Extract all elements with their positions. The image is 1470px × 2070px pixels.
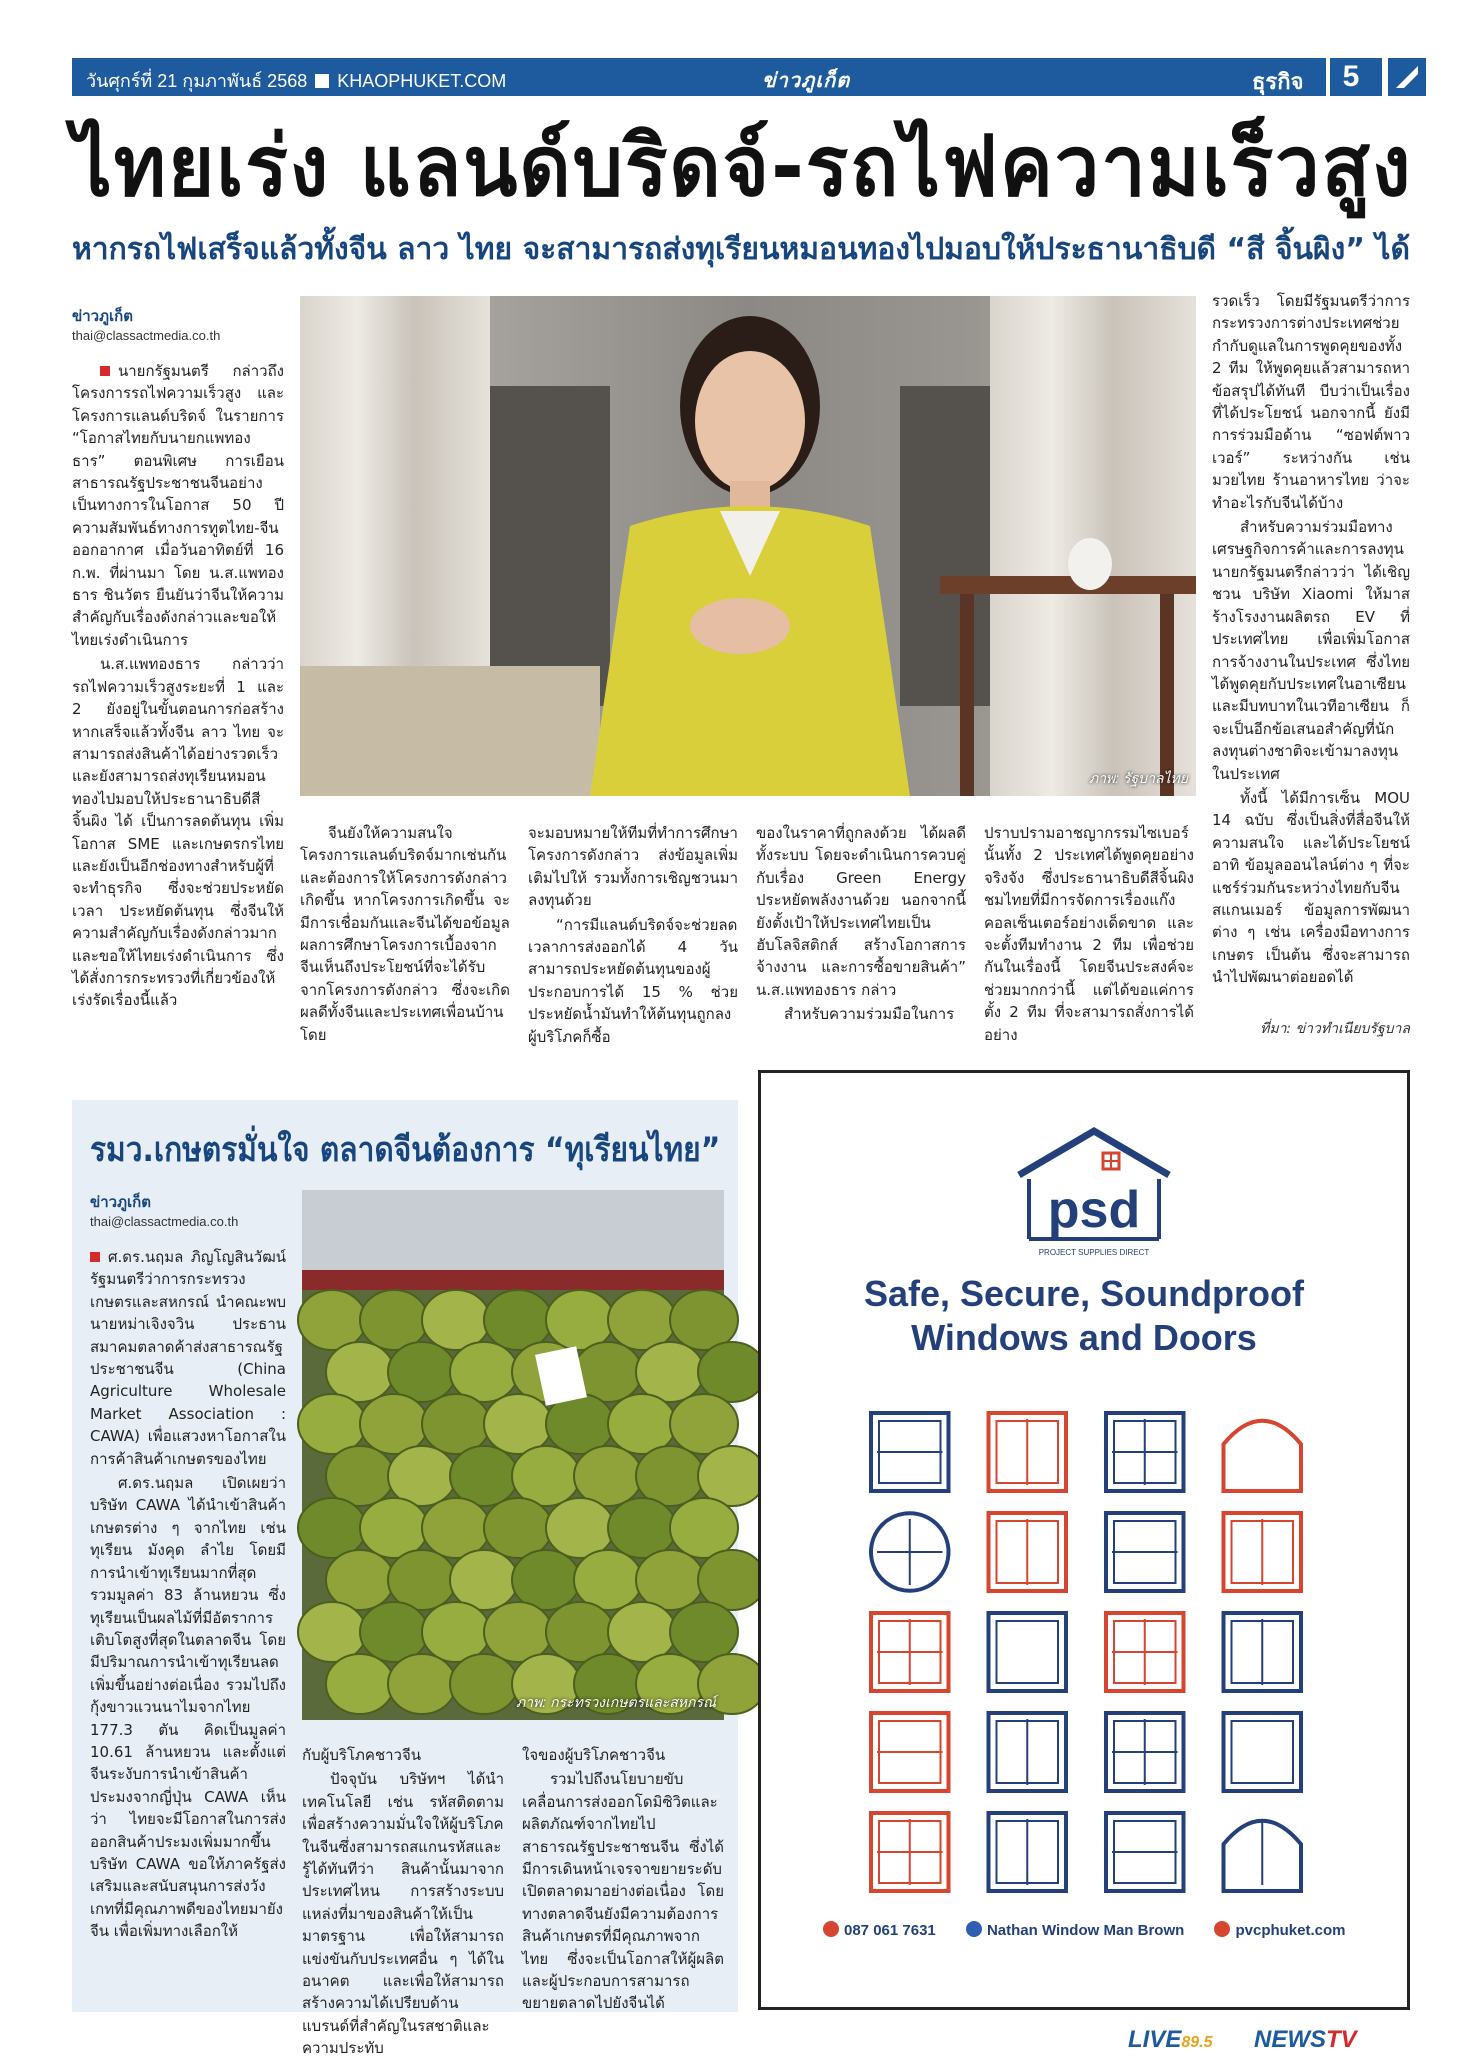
- window-door-icon: [871, 1813, 949, 1891]
- durian-story-byline: [90, 1190, 238, 1229]
- paragraph: จีนยังให้ความสนใจโครงการแลนด์บริดจ์มากเช่นกัน และต้องการให้โครงการดังกล่าวเกิดขึ้น หากโครงการเกิดขึ้น จะมีการเชื่อมกันและจีนได้ขอข้อมูลผลการศึกษาโครงการเบื้องจากจีนเห็นถึงประโยชน์ที่จะได้รับจากโครงการดังกล่าว ซึ่งจะเกิดผลดีทั้งจีนและประเทศเพื่อนบ้าน โดย: [300, 824, 510, 1044]
- durian-fruit: [360, 1602, 428, 1662]
- main-headline: ไทยเร่ง แลนด์บริดจ์-รถไฟความเร็วสูง: [72, 117, 1413, 215]
- durian-fruit: [450, 1654, 518, 1714]
- live-text: LIVE: [1128, 2026, 1182, 2053]
- news-tv-logo: [1254, 2026, 1357, 2054]
- issue-date: [86, 66, 506, 95]
- durian-fruit: [546, 1602, 614, 1662]
- durian-fruit: [698, 1446, 766, 1506]
- separator-square-icon: [315, 74, 329, 88]
- main-column-5: [984, 822, 1194, 1062]
- phone-icon: [823, 1921, 839, 1937]
- durian-fruit: [450, 1550, 518, 1610]
- window-door-icon: [871, 1713, 949, 1791]
- phone-contact[interactable]: [823, 1922, 936, 1939]
- durian-fruit: [298, 1498, 366, 1558]
- window-door-icon: [1224, 1613, 1302, 1691]
- photo-credit: ภาพ: กระทรวงเกษตรและสหกรณ์: [515, 1694, 716, 1710]
- window-door-icon: [1106, 1713, 1184, 1791]
- durian-fruit: [670, 1498, 738, 1558]
- byline-email: thai@classactmedia.co.th: [90, 1214, 239, 1229]
- globe-icon: [1214, 1921, 1230, 1937]
- durian-column-3: [522, 1744, 724, 2013]
- durian-column-2: [302, 1744, 504, 2058]
- date-text: วันศุกร์ที่ 21 กุมภาพันธ์ 2568: [86, 71, 308, 91]
- main-column-4: [756, 822, 966, 1062]
- durian-fruit: [484, 1394, 552, 1454]
- facebook-contact[interactable]: [966, 1922, 1184, 1939]
- durian-fruit: [574, 1446, 642, 1506]
- durian-story-box: [72, 1100, 738, 2058]
- ad-contact-bar: [823, 1921, 1383, 1939]
- durian-fruit: [326, 1342, 394, 1402]
- main-column-2: [300, 822, 510, 1062]
- durian-fruit: [484, 1602, 552, 1662]
- paragraph: ศ.ดร.นฤมล เปิดเผยว่า บริษัท CAWA ได้นำเข้าสินค้าเกษตรต่าง ๆ จากไทย เช่น ทุเรียน มังคุด ลำไย โดยมีการนำเข้าทุเรียนมากที่สุด รวมมูลค่า 83 ล้านหยวน ซึ่งทุเรียนเป็นผลไม้ที่มีอัตราการเติบโตสูงที่สุดในตลาดจีน โดยมีปริมาณการนำเข้าทุเรียนลดเพิ่มขึ้นอย่างต่อเนื่อง รวมไปถึงกุ้งขาวแวนนาไมจากไทย 177.3 ตัน คิดเป็นมูลค่า 10.61 ล้านหยวน และตั้งแต่จีนระงับการนำเข้าสินค้าประมงจากญี่ปุ่น CAWA เห็นว่า ไทยจะมีโอกาสในการส่งออกสินค้าประมงเพิ่มมากขึ้น บริษัท CAWA ขอให้ภาครัฐส่งเสริมและสนับสนุนการส่งวังเกทที่มีคุณภาพดีของไทยมายังจีน เพื่อเพิ่มทางเลือกให้: [90, 1474, 286, 1941]
- durian-fruit: [670, 1394, 738, 1454]
- byline-name: ข่าวภูเก็ต: [72, 308, 133, 325]
- paragraph: กับผู้บริโภคชาวจีน: [302, 1746, 422, 1764]
- durian-fruit: [360, 1498, 428, 1558]
- durian-fruit: [422, 1498, 490, 1558]
- durian-fruit: [388, 1342, 456, 1402]
- portrait-image: [300, 296, 1196, 796]
- paragraph: ทั้งนี้ ได้มีการเซ็น MOU 14 ฉบับ ซึ่งเป็นสิ่งที่สื่อจีนให้ความสนใจ และได้ประโยชน์ อาทิ ข้อมูลออนไลน์ต่าง ๆ ที่จะแชร์ร่วมกันระหว่างไทยกับจีน สแกนเมอร์ ข้อมูลการพัฒนาต่าง ๆ เช่น เครื่องมือทางการเกษตร เป็นต้น ซึ่งจะสามารถนำไปพัฒนาต่อยอดได้: [1212, 788, 1410, 987]
- page-number: 5: [1326, 58, 1372, 96]
- durian-fruit: [512, 1446, 580, 1506]
- live-frequency: 89.5: [1181, 2034, 1213, 2051]
- durian-fruit: [326, 1550, 394, 1610]
- durian-photo: [302, 1190, 724, 1720]
- footer-logos: [1128, 2024, 1418, 2060]
- brand-subtext: PROJECT SUPPLIES DIRECT: [1038, 1248, 1150, 1257]
- window-door-icon: [989, 1813, 1067, 1891]
- paragraph: สำหรับความร่วมมือในการ: [784, 1005, 955, 1024]
- durian-fruit: [546, 1498, 614, 1558]
- ad-tagline-1: Safe, Secure, Soundproof: [863, 1273, 1305, 1314]
- site-url: KHAOPHUKET.COM: [337, 71, 507, 91]
- main-byline: [72, 304, 220, 343]
- durian-fruit: [484, 1290, 552, 1350]
- main-subheadline: หากรถไฟเสร็จแล้วทั้งจีน ลาว ไทย จะสามารถส่งทุเรียนหมอนทองไปมอบให้ประธานาธิบดี “สี จิ้นผิง” ได้: [72, 232, 1410, 267]
- window-door-icon: [1224, 1713, 1302, 1791]
- paragraph: ศ.ดร.นฤมล ภิญโญสินวัฒน์ รัฐมนตรีว่าการกระทรวงเกษตรและสหกรณ์ นำคณะพบนายหม่าเจิงจวิน ประธานสมาคมตลาดค้าส่งสาธารณรัฐประชาชนจีน (China Agriculture Wholesale Market Association : CAWA) เพื่อแสวงหาโอกาสในการค้าสินค้าเกษตรของไทย: [90, 1246, 286, 1470]
- durian-fruit: [608, 1498, 676, 1558]
- window-door-icon: [1106, 1613, 1184, 1691]
- durian-fruit: [574, 1550, 642, 1610]
- window-door-icon: [989, 1513, 1067, 1591]
- durian-fruit: [422, 1290, 490, 1350]
- durian-fruit: [636, 1446, 704, 1506]
- durian-fruit: [608, 1602, 676, 1662]
- website-text: pvcphuket.com: [1235, 1922, 1346, 1939]
- article-source: ที่มา: ข่าวทำเนียบรัฐบาล: [1260, 1021, 1410, 1037]
- paragraph: นายกรัฐมนตรี กล่าวถึงโครงการรถไฟความเร็วสูง และโครงการแลนด์บริดจ์ ในรายการ “โอกาสไทยกับนายกแพทองธาร” ตอนพิเศษ การเยือนสาธารณรัฐประชาชนจีนอย่างเป็นทางการในโอกาส 50 ปีความสัมพันธ์ทางการทูตไทย-จีน ออกอากาศ เมื่อวันอาทิตย์ที่ 16 ก.พ. ที่ผ่านมา โดย น.ส.แพทองธาร ชินวัตร ยืนยันว่าจีนให้ความสำคัญกับเรื่องดังกล่าวและขอให้ไทยเร่งดำเนินการ: [72, 360, 284, 651]
- paragraph: ใจของผู้บริโภคชาวจีน: [522, 1746, 666, 1764]
- corner-arrow-icon: [1388, 58, 1426, 96]
- durian-image: [302, 1190, 724, 1720]
- paragraph: ปัจจุบัน บริษัทฯ ได้นำเทคโนโลยี เช่น รหัสติดตาม เพื่อสร้างความมั่นใจให้ผู้บริโภคในจีนซึ่งสามารถสแกนรหัสและรู้ได้ทันทีว่า สินค้านั้นมาจากประเทศไหน การสร้างระบบแหล่งที่มาของสินค้าให้เป็นมาตรฐาน เพื่อให้สามารถแข่งขันกับประเทศอื่น ๆ ได้ในอนาคต และเพื่อให้สามารถสร้างความได้เปรียบด้านแบรนด์ที่สำคัญในรสชาติและความประทับ: [302, 1770, 504, 2058]
- window-door-icon: [1106, 1513, 1184, 1591]
- durian-fruit: [388, 1446, 456, 1506]
- durian-fruit: [608, 1394, 676, 1454]
- window-door-icon: [1106, 1413, 1184, 1491]
- durian-fruit: [388, 1550, 456, 1610]
- durian-fruit: [698, 1550, 766, 1610]
- brand-text: psd: [1047, 1181, 1141, 1239]
- durian-fruit: [326, 1446, 394, 1506]
- durian-fruit: [670, 1602, 738, 1662]
- durian-fruit: [298, 1602, 366, 1662]
- paragraph: รวมไปถึงนโยบายขับเคลื่อนการส่งออกโดมิซิวิตและผลิตภัณฑ์จากไทยไปสาธารณรัฐประชาชนจีน ซึ่งได้มีการเดินหน้าเจรจาขยายระดับเปิดตลาดมาอย่างต่อเนื่อง โดยทางตลาดจีนยังมีความต้องการสินค้าเกษตรที่มีคุณภาพจากไทย ซึ่งจะเป็นโอกาสให้ผู้ผลิตและผู้ประกอบการสามารถขยายตลาดไปยังจีนได้: [522, 1770, 724, 2013]
- durian-fruit: [546, 1290, 614, 1350]
- main-column-3: [528, 822, 738, 1062]
- website-contact[interactable]: [1214, 1922, 1345, 1939]
- paragraph: ปราบปรามอาชญากรรมไซเบอร์นั้นทั้ง 2 ประเทศได้พูดคุยอย่างจริงจัง ซึ่งประธานาธิบดีสีจิ้นผิงชมไทยที่มีการจัดการเรื่องแก๊งคอลเซ็นเตอร์อย่างเด็ดขาด และจะตั้งทีมทำงาน 2 ทีม เพื่อช่วยกันในเรื่องนี้ โดยจีนประสงค์จะช่วยมากกว่านี้ แต่ได้ขอแค่การตั้ง 2 ทีม ที่จะสามารถสั่งการได้อย่าง: [984, 824, 1194, 1044]
- psd-logo: [1009, 1123, 1179, 1263]
- facebook-icon: [966, 1921, 982, 1937]
- news-text: NEWS: [1254, 2026, 1326, 2053]
- prime-minister-photo: [300, 296, 1196, 796]
- window-door-icon: [871, 1413, 949, 1491]
- byline-email: thai@classactmedia.co.th: [72, 328, 221, 343]
- durian-fruit: [298, 1290, 366, 1350]
- durian-fruit: [608, 1290, 676, 1350]
- durian-fruit: [636, 1342, 704, 1402]
- masthead-logo: [762, 64, 850, 96]
- durian-fruit: [360, 1394, 428, 1454]
- durian-fruit: [388, 1654, 456, 1714]
- durian-column-1: [90, 1246, 286, 1996]
- paragraph: สำหรับความร่วมมือทางเศรษฐกิจการค้าและการลงทุน นายกรัฐมนตรีกล่าวว่า ได้เชิญชวน บริษัท Xiaomi ให้มาสร้างโรงงานผลิตรถ EV ที่ประเทศไทย เพื่อเพิ่มโอกาสการจ้างงานในประเทศ ซึ่งไทยได้พูดคุยกับประเทศในอาเซียน และมีบทบาทในเวทีอาเซียน ก็จะเป็นอีกข้อเสนอสำคัญที่นักลงทุนต่างชาติจะเข้ามาลงทุนในประเทศ: [1212, 518, 1410, 783]
- durian-fruit: [298, 1394, 366, 1454]
- window-door-icon: [1106, 1813, 1184, 1891]
- durian-fruit: [512, 1550, 580, 1610]
- durian-fruit: [698, 1342, 766, 1402]
- durian-story-title: รมว.เกษตรมั่นใจ ตลาดจีนต้องการ “ทุเรียนไทย”: [90, 1130, 721, 1170]
- logo-text: ข่าวภูเก็ต: [762, 70, 851, 92]
- tv-text: TV: [1326, 2026, 1357, 2053]
- ad-tagline-2: Windows and Doors: [911, 1317, 1257, 1358]
- window-door-icon: [989, 1713, 1067, 1791]
- section-label: ธุรกิจ: [1252, 69, 1304, 94]
- durian-fruit: [450, 1342, 518, 1402]
- durian-fruit: [670, 1290, 738, 1350]
- byline-name: ข่าวภูเก็ต: [90, 1194, 151, 1211]
- durian-fruit: [450, 1446, 518, 1506]
- photo-credit: ภาพ: รัฐบาลไทย: [1088, 770, 1188, 786]
- durian-fruit: [422, 1394, 490, 1454]
- durian-fruit: [484, 1498, 552, 1558]
- paragraph: รวดเร็ว โดยมีรัฐมนตรีว่าการกระทรวงการต่างประเทศช่วยกำกับดูแลในการพูดคุยของทั้ง 2 ทีม ให้พูดคุยแล้วสามารถหาข้อสรุปได้ทันที บีบว่าเป็นเรื่องที่ได้ประโยชน์ นอกจากนี้ ยังมีการร่วมมือด้าน “ซอฟต์พาวเวอร์” ระหว่างกัน เช่น มวยไทย ร้านอาหารไทย ว่าจะทำอะไรกับจีนได้บ้าง: [1212, 292, 1410, 512]
- durian-fruit: [360, 1290, 428, 1350]
- paragraph: “การมีแลนด์บริดจ์จะช่วยลดเวลาการส่งออกได้ 4 วัน สามารถประหยัดต้นทุนของผู้ประกอบการได้ 15 % ช่วยประหยัดน้ำมันทำให้ต้นทุนถูกลง ผู้บริโภคก็ซื้อ: [528, 915, 738, 1046]
- window-door-icon: [871, 1613, 949, 1691]
- paragraph: จะมอบหมายให้ทีมที่ทำการศึกษาโครงการดังกล่าว ส่งข้อมูลเพิ่มเติมไปให้ รวมทั้งการเชิญชวนมาลงทุนด้วย: [528, 824, 738, 910]
- window-door-icon: [989, 1613, 1067, 1691]
- window-door-icon: [871, 1513, 949, 1591]
- window-door-icon: [989, 1413, 1067, 1491]
- window-door-icon: [1224, 1513, 1302, 1591]
- psd-advertisement: [758, 1070, 1410, 2010]
- paragraph: ของในราคาที่ถูกลงด้วย ได้ผลดีทั้งระบบ โดยจะดำเนินการควบคู่กับเรื่อง Green Energy ประหยัดพลังงานด้วย นอกจากนี้ ยังตั้งเป้าให้ประเทศไทยเป็นฮับโลจิสติกส์ สร้างโอกาสการจ้างงาน และการซื้อขายสินค้า” น.ส.แพทองธาร กล่าว: [756, 824, 966, 999]
- window-door-icon: [1224, 1421, 1302, 1491]
- live-radio-logo: [1128, 2026, 1212, 2054]
- facebook-text: Nathan Window Man Brown: [986, 1922, 1185, 1939]
- window-door-icons-grid: [851, 1403, 1321, 1903]
- durian-fruit: [636, 1550, 704, 1610]
- main-column-6: [1212, 290, 1410, 1012]
- paragraph: น.ส.แพทองธาร กล่าวว่า รถไฟความเร็วสูงระยะที่ 1 และ 2 ยังอยู่ในขั้นตอนการก่อสร้าง หากเสร็จแล้วทั้งจีน ลาว ไทย จะสามารถส่งสินค้าได้อย่างรวดเร็วและยังสามารถส่งทุเรียนหมอนทองไปมอบให้ประธานาธิบดีสี จิ้นผิง ได้ เป็นการลดต้นทุน เพิ่มโอกาส SME และเกษตรกรไทย และยังเป็นอีกช่องทางสำหรับผู้ที่จะทำธุรกิจ ซึ่งจะช่วยประหยัดเวลา ประหยัดต้นทุน ซึ่งจีนให้ความสำคัญกับเรื่องดังกล่าวมากและขอให้ไทยเร่งดำเนินการ ซึ่งได้สั่งการกระทรวงที่เกี่ยวข้องให้เร่งรัดเรื่องนี้แล้ว: [72, 655, 284, 1010]
- phone-text: 087 061 7631: [844, 1922, 936, 1939]
- window-door-icon: [1224, 1819, 1302, 1891]
- durian-fruit: [422, 1602, 490, 1662]
- main-column-1: [72, 360, 284, 1060]
- durian-fruit: [326, 1654, 394, 1714]
- page-header-bar: [72, 58, 1382, 96]
